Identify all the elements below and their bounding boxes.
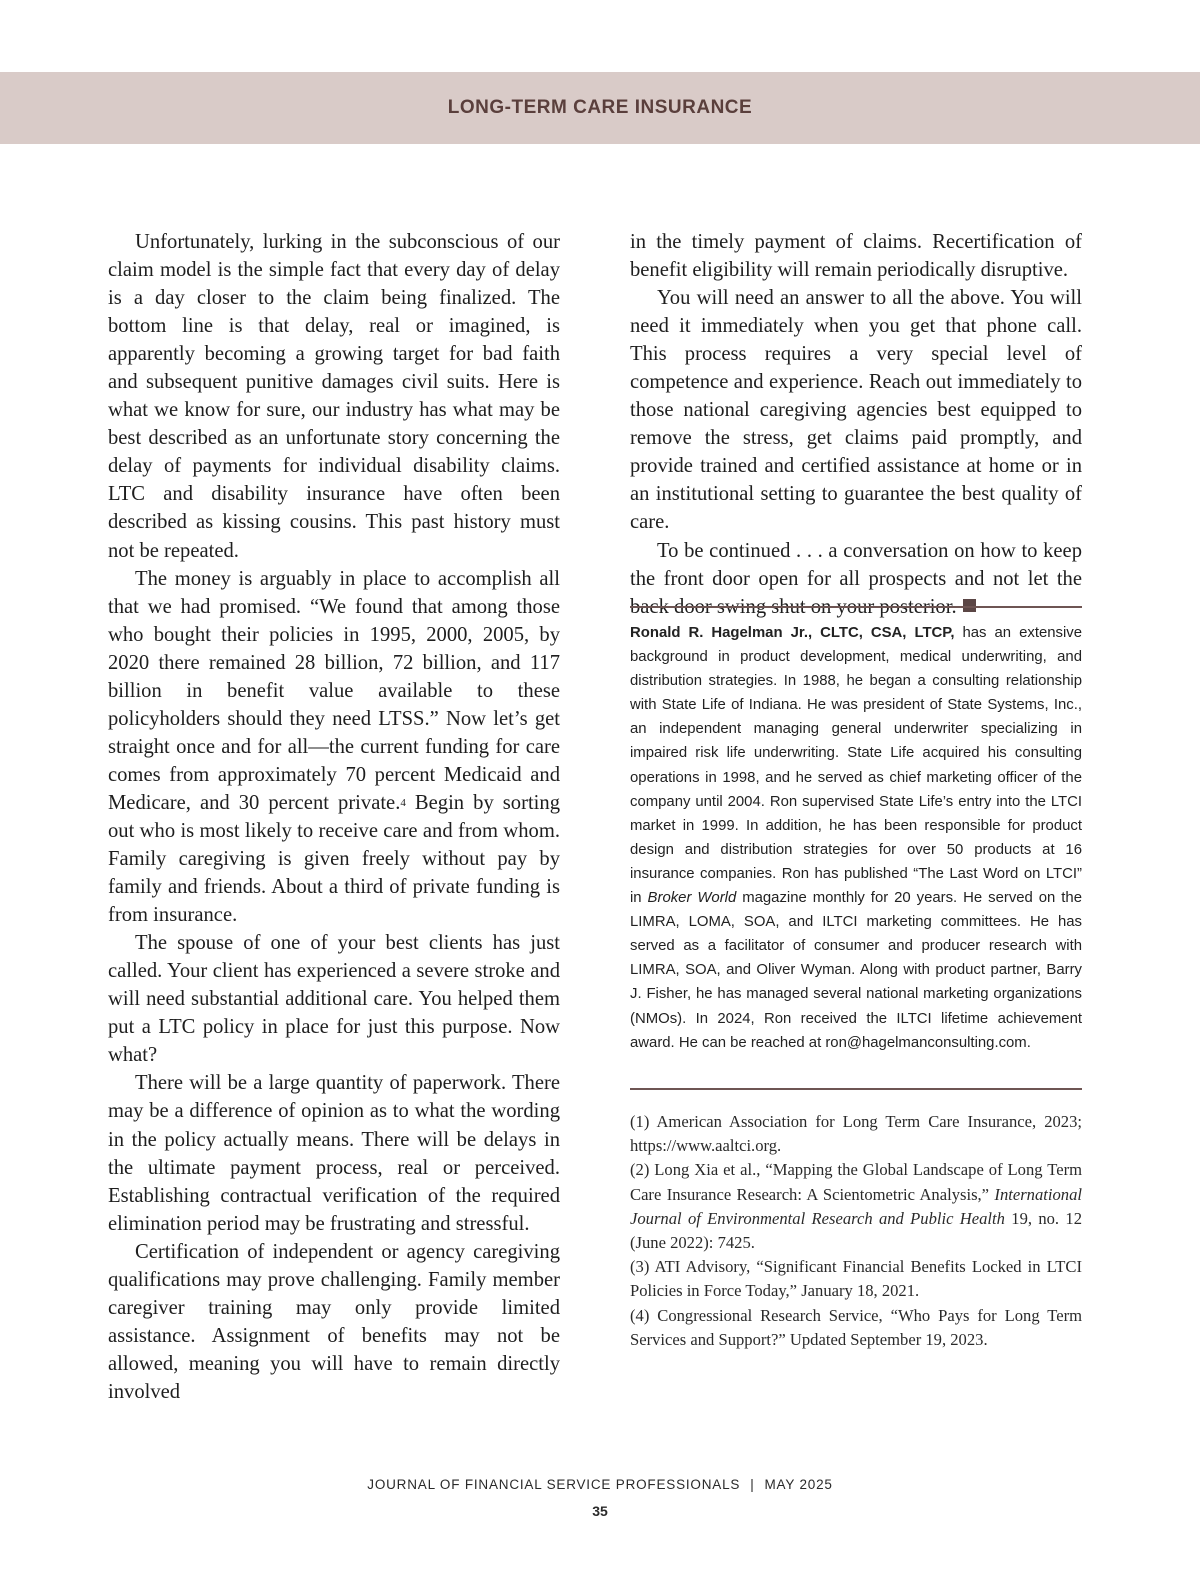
journal-name: JOURNAL OF FINANCIAL SERVICE PROFESSIONALS bbox=[367, 1477, 741, 1492]
section-title: LONG-TERM CARE INSURANCE bbox=[447, 97, 753, 118]
endnote-3: (3) ATI Advisory, “Significant Financial Benefits Locked in LTCI Policies in Force Today,” January 18, 2021. bbox=[630, 1257, 1082, 1301]
body-paragraph: Certification of independent or agency caregiving qualifications may prove challenging. Family member caregiver training may only provide limited assistance. Assignment of benefits may not be allowed, meaning you will have to remain directly involved bbox=[108, 1240, 560, 1403]
paragraph-text: To be continued . . . a conversation on how to keep the front door open for all prospects and not let the back door swing shut on your posterior. bbox=[630, 539, 1082, 618]
bio-text: magazine monthly for 20 years. He served on the LIMRA, LOMA, SOA, and ILTCI marketing committees. He has served as a facilitator of consumer and producer research with LIMRA, SOA, and Oliver Wyman. Along with product partner, Barry J. Fisher, he has managed several national marketing organizations (NMOs). In 2024, Ron received the ILTCI lifetime achievement award. He can be reached at ron@hagelmanconsulting.com. bbox=[630, 890, 1082, 1051]
left-column bbox=[108, 228, 560, 1406]
page-number: 35 bbox=[592, 1503, 608, 1519]
body-paragraph bbox=[630, 537, 1082, 621]
bio-text: has an extensive background in product development, medical underwriting, and distribution strategies. In 1988, he began a consulting relationship with State Life of Indiana. He was president of State Systems, Inc., an independent managing general underwriter specializing in impaired risk life underwriting. State Life acquired his consulting operations in 1998, and he served as chief marketing officer of the company until 2004. Ron supervised State Life’s entry into the LTCI market in 1999. In addition, he has been responsible for product design and distribution strategies for over 50 products at 16 insurance companies. Ron has published “The Last Word on LTCI” in bbox=[630, 625, 1083, 907]
endnote-2 bbox=[630, 1158, 1082, 1255]
bio-paragraph bbox=[630, 621, 1082, 1055]
issue-date: MAY 2025 bbox=[764, 1477, 833, 1492]
body-paragraph: in the timely payment of claims. Recertification of benefit eligibility will remain periodically disruptive. bbox=[630, 231, 1082, 282]
journal-title: International Journal of Environmental Research and Public Health bbox=[630, 1184, 1082, 1228]
endnote-text: 19, no. 12 (June 2022): 7425. bbox=[630, 1208, 1082, 1253]
body-paragraph bbox=[108, 565, 560, 930]
endnote-4: (4) Congressional Research Service, “Who Pays for Long Term Services and Support?” Updated September 19, 2023. bbox=[630, 1305, 1082, 1349]
endnotes bbox=[630, 1110, 1082, 1352]
bio-top-divider bbox=[630, 606, 1082, 608]
author-bio bbox=[630, 621, 1082, 1055]
body-paragraph: The spouse of one of your best clients has just called. Your client has experienced a severe stroke and will need substantial additional care. You helped them put a LTC policy in place for just this purpose. Now what? bbox=[108, 932, 560, 1067]
endnote-1: (1) American Association for Long Term Care Insurance, 2023; https://www.aaltci.org. bbox=[630, 1112, 1082, 1156]
body-paragraph: There will be a large quantity of paperwork. There may be a difference of opinion as to what the wording in the policy actually means. There will be delays in the ultimate payment process, real or perceived. Establishing contractual verification of the required elimination period may be frustrating and stressful. bbox=[108, 1072, 560, 1235]
footnote-ref-4[interactable]: 4 bbox=[400, 796, 406, 809]
body-paragraph: Unfortunately, lurking in the subconscious of our claim model is the simple fact that every day of delay is a day closer to the claim being finalized. The bottom line is that delay, real or imagined, is apparently becoming a growing target for bad faith and subsequent punitive damages civil suits. Here is what we know for sure, our industry has what may be best described as an unfortunate story concerning the delay of payments for individual disability claims. LTC and disability insurance have often been described as kissing cousins. This past history must not be repeated. bbox=[108, 231, 560, 562]
magazine-title: Broker World bbox=[647, 890, 737, 907]
footer-separator: | bbox=[750, 1477, 755, 1492]
notes-top-divider bbox=[630, 1088, 1082, 1090]
paragraph-text: The money is arguably in place to accomplish all that we had promised. “We found that among those who bought their policies in 1995, 2000, 2005, by 2020 there remained 28 billion, 72 billion, and 117 billion in benefit value available to these policyholders should they need LTSS.” Now let’s get straight once and for all—the current funding for care comes from approximately 70 percent Medicaid and Medicare, and 30 percent private. bbox=[108, 567, 560, 814]
page-footer bbox=[0, 1477, 1200, 1492]
paragraph-text: Begin by sorting out who is most likely to receive care and from whom. Family caregiving is given freely without pay by family and friends. About a third of private funding is from insurance. bbox=[108, 791, 561, 927]
endnote-text: (2) Long Xia et al., “Mapping the Global Landscape of Long Term Care Insurance Research: A Scientometric Analysis,” bbox=[630, 1160, 1082, 1204]
body-paragraph: You will need an answer to all the above. You will need it immediately when you get that phone call. This process requires a very special level of competence and experience. Reach out immediately to those national caregiving agencies best equipped to remove the stress, get claims paid promptly, and provide trained and certified assistance at home or in an institutional setting to guarantee the best quality of care. bbox=[630, 287, 1082, 534]
author-name: Ronald R. Hagelman Jr., CLTC, CSA, LTCP, bbox=[630, 625, 955, 641]
right-column bbox=[630, 228, 1082, 621]
section-header-band bbox=[0, 72, 1200, 144]
